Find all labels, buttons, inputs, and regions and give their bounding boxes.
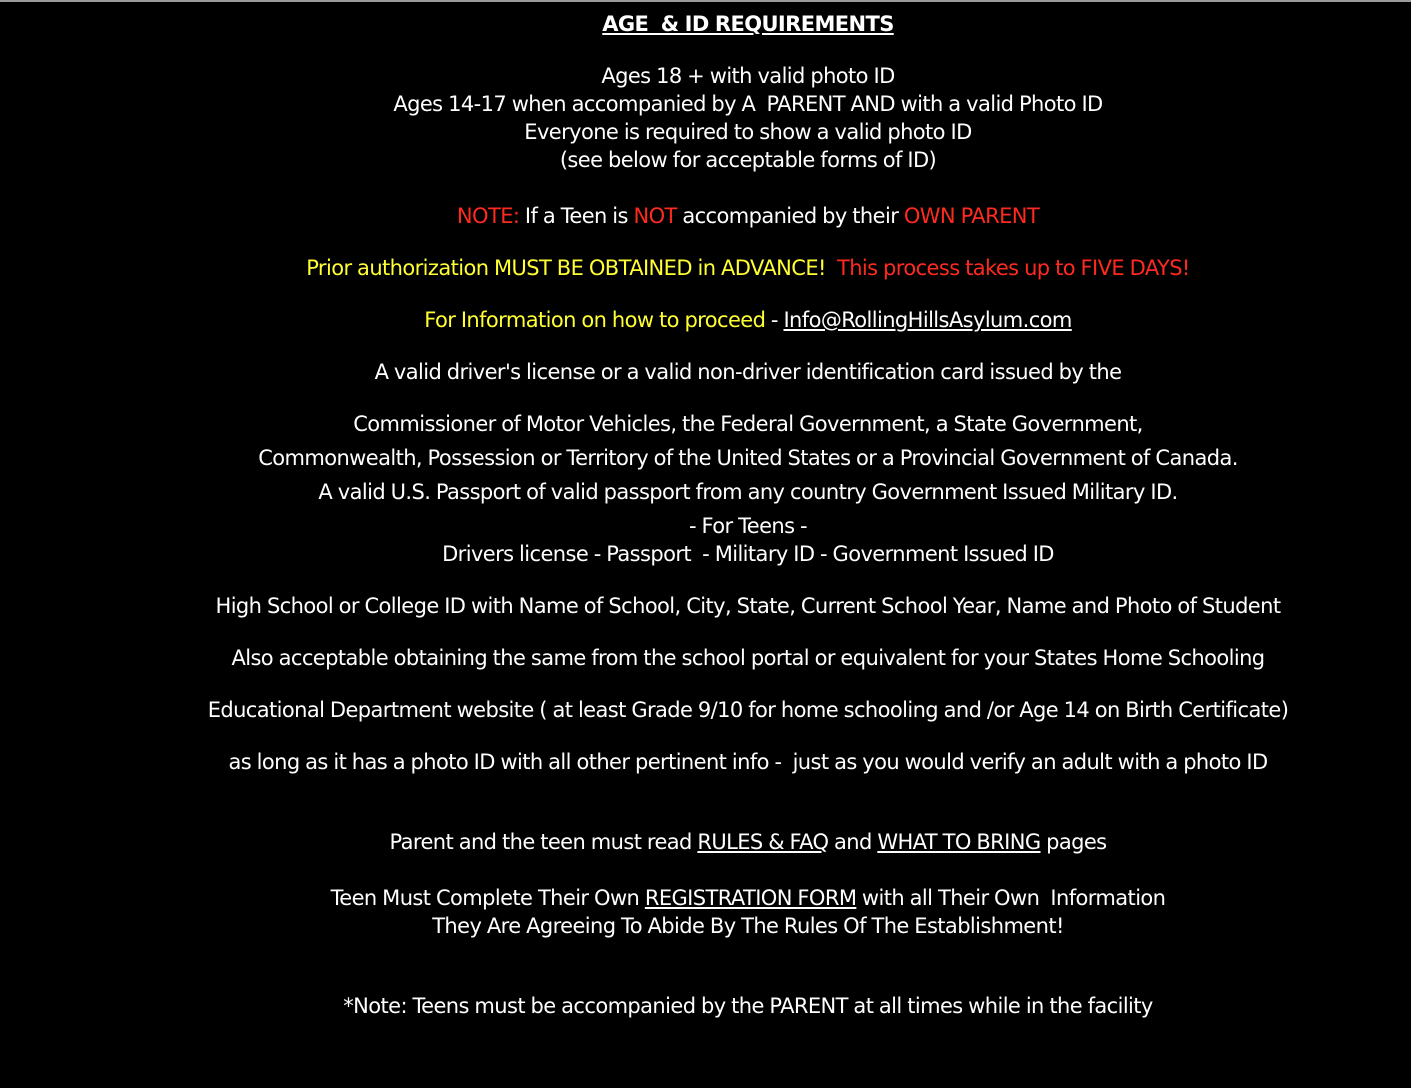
id-line-2: Commissioner of Motor Vehicles, the Federal Government, a State Government, bbox=[353, 412, 1143, 436]
rules-text-2: and bbox=[828, 830, 878, 854]
email-link[interactable]: Info@RollingHillsAsylum.com bbox=[783, 308, 1072, 332]
rules-text-3: pages bbox=[1040, 830, 1107, 854]
id-line-1: A valid driver's license or a valid non-driver identification card issued by the bbox=[374, 360, 1122, 384]
registration-line-2: They Are Agreeing To Abide By The Rules Of The Establishment! bbox=[432, 914, 1064, 938]
note-text-2: accompanied by their bbox=[676, 204, 904, 228]
rules-faq-link[interactable]: RULES & FAQ bbox=[697, 830, 829, 854]
school-line-3: Educational Department website ( at least Grade 9/10 for home schooling and /or Age 14 on Birth Certificate) bbox=[207, 698, 1289, 722]
school-line-4: as long as it has a photo ID with all other pertinent info - just as you would verify an adult with a photo ID bbox=[228, 750, 1268, 774]
prior-authorization-text: Prior authorization MUST BE OBTAINED in ADVANCE! bbox=[306, 256, 826, 280]
page-title: AGE & ID REQUIREMENTS bbox=[602, 12, 894, 36]
rules-line bbox=[0, 828, 1411, 856]
rules-text-1: Parent and the teen must read bbox=[389, 830, 698, 854]
registration-text-2: with all Their Own Information bbox=[856, 886, 1166, 910]
note-not: NOT bbox=[633, 204, 677, 228]
what-to-bring-link[interactable]: WHAT TO BRING bbox=[877, 830, 1041, 854]
teens-heading: - For Teens - bbox=[688, 514, 808, 538]
footer-note: *Note: Teens must be accompanied by the PARENT at all times while in the facility bbox=[343, 994, 1153, 1018]
id-line-3: Commonwealth, Possession or Territory of the United States or a Provincial Government of Canada. bbox=[258, 446, 1238, 470]
top-border bbox=[0, 0, 1411, 2]
ages-line-3: Everyone is required to show a valid photo ID bbox=[524, 120, 972, 144]
five-days-text: This process takes up to FIVE DAYS! bbox=[825, 256, 1190, 280]
school-line-1: High School or College ID with Name of School, City, State, Current School Year, Name and Photo of Student bbox=[215, 594, 1281, 618]
note-label: NOTE: bbox=[456, 204, 520, 228]
prior-authorization-line bbox=[0, 254, 1411, 282]
ages-line-2: Ages 14-17 when accompanied by A PARENT AND with a valid Photo ID bbox=[393, 92, 1103, 116]
ages-line-4: (see below for acceptable forms of ID) bbox=[559, 148, 937, 172]
note-own-parent: OWN PARENT bbox=[903, 204, 1040, 228]
id-line-4: A valid U.S. Passport of valid passport from any country Government Issued Military ID. bbox=[318, 480, 1178, 504]
note-text-1: If a Teen is bbox=[519, 204, 634, 228]
registration-text-1: Teen Must Complete Their Own bbox=[330, 886, 645, 910]
info-line bbox=[0, 306, 1411, 334]
ages-line-1: Ages 18 + with valid photo ID bbox=[601, 64, 895, 88]
school-line-2: Also acceptable obtaining the same from the school portal or equivalent for your States Home Schooling bbox=[231, 646, 1265, 670]
info-text: For Information on how to proceed bbox=[424, 308, 766, 332]
teens-id-list: Drivers license - Passport - Military ID - Government Issued ID bbox=[442, 542, 1054, 566]
registration-line bbox=[0, 884, 1411, 912]
info-separator: - bbox=[765, 308, 784, 332]
registration-form-link[interactable]: REGISTRATION FORM bbox=[644, 886, 857, 910]
note-line bbox=[0, 202, 1411, 230]
